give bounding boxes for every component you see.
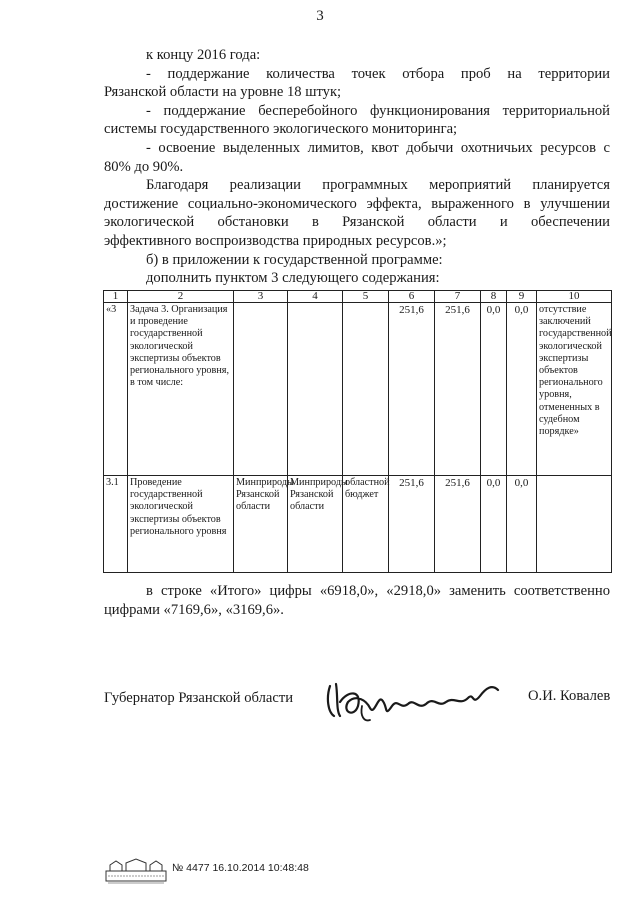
table-cell: 251,6 xyxy=(389,303,435,476)
table-row xyxy=(104,476,612,573)
column-header: 6 xyxy=(389,291,435,303)
paragraph: - освоение выделенных лимитов, квот добычи охотничьих ресурсов с xyxy=(146,139,610,156)
column-header: 3 xyxy=(234,291,288,303)
paragraph: достижение социально-экономического эффекта, выраженного в улучшении xyxy=(104,195,610,212)
paragraph: к концу 2016 года: xyxy=(146,47,261,63)
table-cell: 0,0 xyxy=(481,476,507,573)
column-header: 2 xyxy=(128,291,234,303)
column-header: 4 xyxy=(288,291,343,303)
paragraph: Рязанской области на уровне 18 штук; xyxy=(104,84,342,101)
table-cell: Минприроды Рязанской области xyxy=(234,476,288,573)
column-header: 8 xyxy=(481,291,507,303)
table-cell xyxy=(343,303,389,476)
table-cell: 0,0 xyxy=(507,476,537,573)
table-cell xyxy=(288,303,343,476)
registration-stamp: № 4477 16.10.2014 10:48:48 xyxy=(172,862,309,874)
signatory-title: Губернатор Рязанской области xyxy=(104,690,294,706)
table-cell: 251,6 xyxy=(435,476,481,573)
column-header: 7 xyxy=(435,291,481,303)
paragraph: цифрами «7169,6», «3169,6». xyxy=(104,601,284,618)
paragraph: экологической обстановки в Рязанской области и обеспечении xyxy=(104,214,610,231)
table-cell: «3 xyxy=(104,303,128,476)
paragraph: - поддержание количества точек отбора проб на территории xyxy=(146,65,610,82)
page-number: 3 xyxy=(316,8,324,24)
table-cell: 251,6 xyxy=(435,303,481,476)
handwritten-signature xyxy=(322,676,512,726)
table-cell: Задача 3. Организация и проведение государственной экологической экспертизы объектов регионального уровня, в том числе: xyxy=(128,303,234,476)
column-header: 9 xyxy=(507,291,537,303)
after-table-text xyxy=(104,582,610,619)
paragraph: Благодаря реализации программных мероприятий планируется xyxy=(146,177,610,194)
table-cell: 0,0 xyxy=(507,303,537,476)
column-header: 5 xyxy=(343,291,389,303)
paragraph: системы государственного экологического мониторинга; xyxy=(104,121,458,138)
paragraph: б) в приложении к государственной программе: xyxy=(146,251,443,268)
program-table xyxy=(103,290,612,573)
table-row xyxy=(104,303,612,476)
paragraph: - поддержание бесперебойного функционирования территориальной xyxy=(146,102,610,119)
registry-logo-icon xyxy=(104,857,168,885)
table-header-row xyxy=(104,291,612,303)
paragraph: эффективного воспроизводства природных ресурсов.»; xyxy=(104,232,447,249)
table-cell: отсутствие заключений государственной экологической экспертизы объектов регионального уровня, отмененных в судебном порядке» xyxy=(537,303,612,476)
table-cell xyxy=(537,476,612,573)
table-cell xyxy=(234,303,288,476)
table-cell: областной бюджет xyxy=(343,476,389,573)
paragraph: дополнить пунктом 3 следующего содержания: xyxy=(146,270,440,287)
column-header: 10 xyxy=(537,291,612,303)
table-cell: 251,6 xyxy=(389,476,435,573)
column-header: 1 xyxy=(104,291,128,303)
paragraph: 80% до 90%. xyxy=(104,158,184,175)
table-cell: Минприроды Рязанской области xyxy=(288,476,343,573)
table-cell: 0,0 xyxy=(481,303,507,476)
paragraph: в строке «Итого» цифры «6918,0», «2918,0» заменить соответственно xyxy=(146,583,610,599)
table-cell: Проведение государственной экологической экспертизы объектов регионального уровня xyxy=(128,476,234,573)
body-text xyxy=(104,46,610,288)
table-cell: 3.1 xyxy=(104,476,128,573)
signatory-name: О.И. Ковалев xyxy=(528,688,611,704)
